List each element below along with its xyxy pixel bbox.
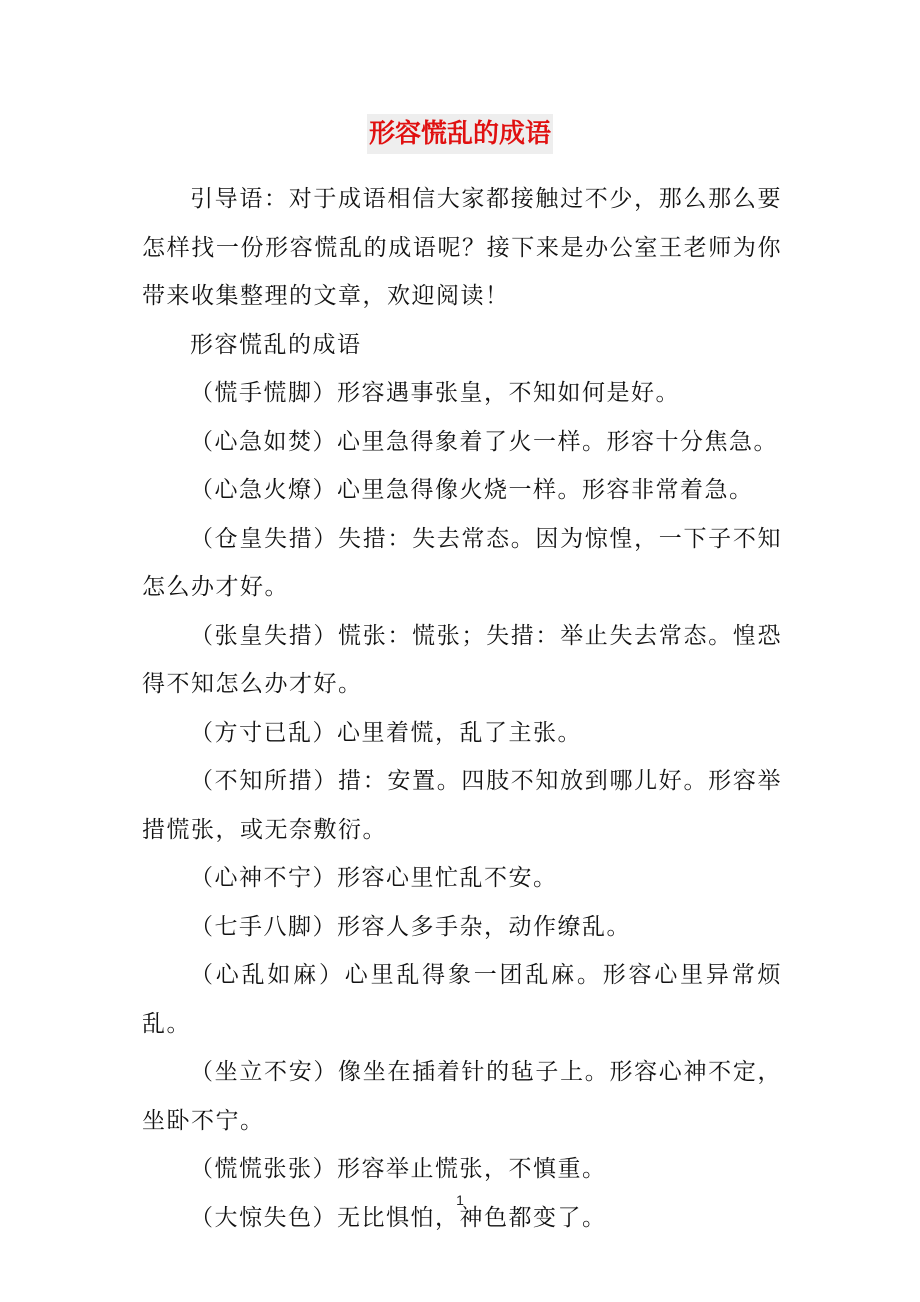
page-number: 1	[456, 1192, 464, 1208]
document-title: 形容慌乱的成语	[367, 114, 553, 154]
idiom-entry: （心急如焚）心里急得象着了火一样。形容十分焦急。	[190, 428, 778, 455]
subheading: 形容慌乱的成语	[190, 331, 362, 358]
idiom-entry: （仓皇失措）失措：失去常态。因为惊惶，一下子不知怎么办才好。	[142, 525, 782, 600]
document-body	[142, 175, 782, 1242]
idiom-entry: （不知所措）措：安置。四肢不知放到哪儿好。形容举措慌张，或无奈敷衍。	[142, 768, 782, 843]
idiom-entry: （大惊失色）无比惧怕，神色都变了。	[190, 1204, 607, 1231]
idiom-entry: （心神不宁）形容心里忙乱不安。	[190, 865, 558, 891]
title-container	[0, 114, 920, 154]
idiom-entry: （慌慌张张）形容举止慌张，不慎重。	[190, 1156, 607, 1182]
intro-paragraph: 引导语：对于成语相信大家都接触过不少，那么那么要怎样找一份形容慌乱的成语呢？接下来是办公室王老师为你带来收集整理的文章，欢迎阅读！	[142, 186, 782, 309]
idiom-entry: （七手八脚）形容人多手杂，动作缭乱。	[190, 913, 631, 940]
idiom-entry: （心乱如麻）心里乱得象一团乱麻。形容心里异常烦乱。	[142, 962, 782, 1037]
idiom-entry: （方寸已乱）心里着慌，乱了主张。	[190, 719, 582, 746]
idiom-entry: （慌手慌脚）形容遇事张皇，不知如何是好。	[190, 380, 680, 406]
idiom-entry: （坐立不安）像坐在插着针的毡子上。形容心神不定，坐卧不宁。	[142, 1059, 782, 1134]
idiom-entry: （张皇失措）慌张：慌张；失措：举止失去常态。惶恐得不知怎么办才好。	[142, 622, 782, 697]
idiom-entry: （心急火燎）心里急得像火烧一样。形容非常着急。	[190, 477, 754, 503]
